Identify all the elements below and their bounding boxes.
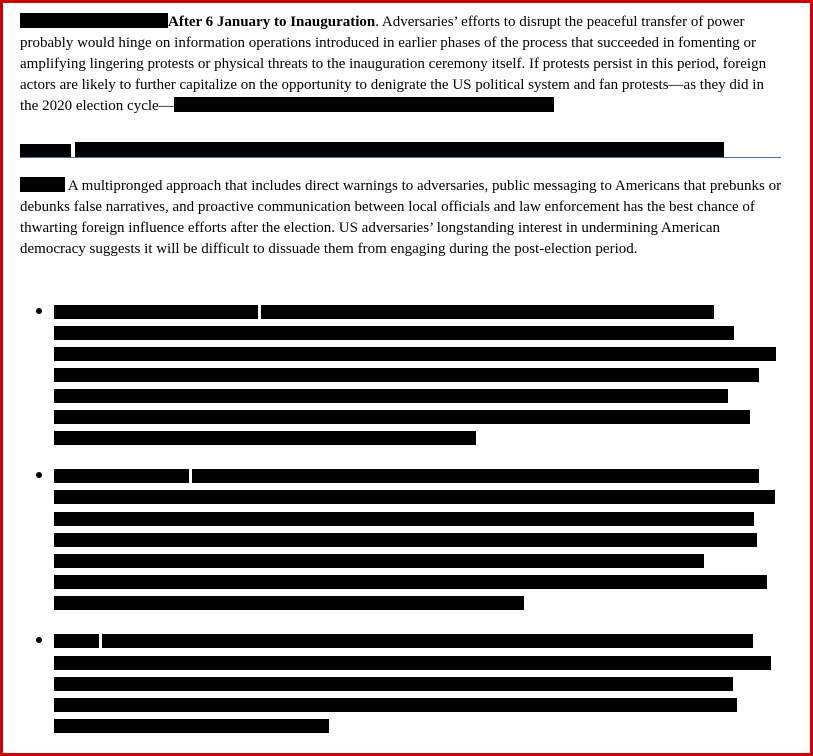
redaction-block: [54, 410, 750, 424]
redaction-block: [20, 177, 65, 192]
paragraph-text: A multipronged approach that includes direct warnings to adversaries, public messaging to Americans that prebunks or debunks false narratives, and proactive communication between local officials and law enforcement has the best chance of thwarting foreign influence efforts after the election. US adversaries’ longstanding interest in undermining American democracy suggests it will be difficult to dissuade them from engaging during the post-election period.: [20, 178, 782, 257]
redaction-block: [54, 575, 767, 589]
redaction-block: [54, 533, 757, 547]
redaction-block: [102, 634, 753, 648]
redaction-block: [54, 490, 775, 504]
redaction-block: [54, 677, 733, 691]
redaction-block: [192, 469, 759, 483]
redaction-block: [54, 347, 776, 361]
redaction-block: [54, 512, 754, 526]
redaction-block: [54, 719, 329, 733]
paragraph-multipronged: [20, 176, 782, 260]
redaction-block: [261, 305, 714, 319]
redaction-block: [75, 142, 724, 158]
section-rule: [20, 157, 781, 158]
redaction-block: [20, 144, 71, 158]
paragraph-inauguration: After 6 January to Inauguration. Adversaries’ efforts to disrupt the peaceful transfer of power probably would hinge on information operations introduced in earlier phases of the process that succeeded in fomenting or amplifying lingering protests or physical threats to the inauguration ceremony itself. If protests persist in this period, foreign actors are likely to further capitalize on the opportunity to denigrate the US political system and fan protests—as they did in the 2020 election cycle—: [20, 14, 767, 114]
redaction-block: [54, 431, 476, 445]
redaction-block: [54, 368, 759, 382]
redaction-block: [174, 97, 554, 112]
paragraph-text: Adversaries’ efforts to disrupt the peaceful transfer of power probably would hinge on information operations introduced in earlier phases of the process that succeeded in fomenting or amplifying lingering protests or physical threats to the inauguration ceremony itself. If protests persist in this period, foreign actors are likely to further capitalize on the opportunity to denigrate the US political system and fan protests—as they did in the 2020 election cycle—: [20, 14, 767, 114]
bullet-marker: [36, 472, 42, 478]
redaction-block: [54, 596, 524, 610]
redaction-block: [54, 389, 728, 403]
redaction-block: [54, 554, 704, 568]
redaction-block: [54, 305, 258, 319]
bullet-marker: [36, 637, 42, 643]
redaction-block: [20, 13, 168, 28]
redaction-block: [54, 656, 771, 670]
redaction-block: [54, 326, 734, 340]
section-heading: After 6 January to Inauguration: [168, 14, 376, 30]
bullet-marker: [36, 308, 42, 314]
redaction-block: [54, 634, 99, 648]
redaction-block: [54, 469, 189, 483]
redaction-block: [54, 698, 737, 712]
